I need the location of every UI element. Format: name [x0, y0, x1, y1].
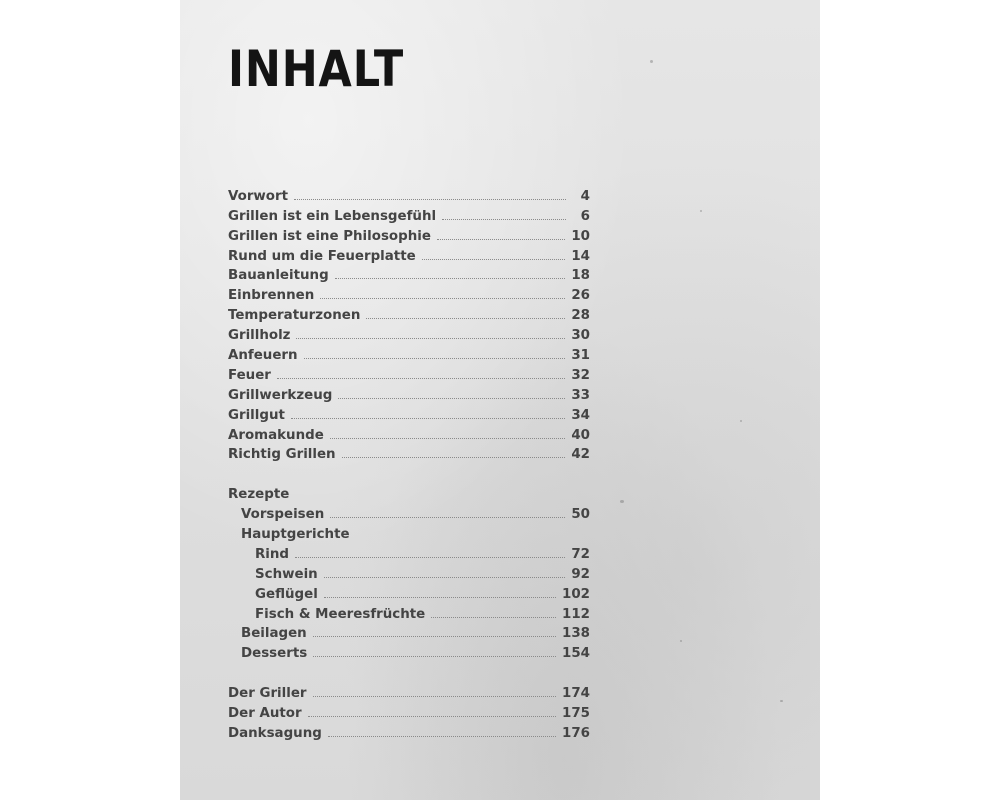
toc-label: Anfeuern: [228, 348, 298, 364]
toc-label: Hauptgerichte: [241, 527, 350, 543]
toc-page-number: 176: [562, 725, 590, 741]
toc-entry: [228, 502, 590, 522]
toc-page-number: 4: [580, 188, 590, 204]
toc-label: Grillen ist ein Lebensgefühl: [228, 208, 437, 224]
toc-label: Bauanleitung: [228, 268, 329, 284]
texture-speck: [680, 640, 682, 642]
book-page: [180, 0, 820, 800]
toc-label: Vorwort: [228, 188, 289, 204]
page-title: INHALT: [228, 40, 405, 98]
toc-entry-vorwort: [228, 184, 590, 204]
toc-label: Der Griller: [228, 686, 307, 702]
dot-leader: [330, 438, 566, 439]
toc-page-number: 138: [562, 626, 590, 642]
toc-page-number: 28: [571, 308, 590, 324]
toc-page-number: 32: [571, 367, 590, 383]
table-of-contents: [228, 184, 590, 741]
dot-leader: [296, 338, 565, 339]
texture-speck: [650, 60, 653, 63]
spacer: [228, 661, 590, 681]
toc-entry: [228, 363, 590, 383]
dot-leader: [294, 199, 566, 200]
toc-section-heading: [228, 482, 590, 502]
toc-page-number: 42: [571, 447, 590, 463]
dot-leader: [328, 736, 556, 737]
texture-speck: [700, 210, 702, 212]
dot-leader: [422, 259, 566, 260]
dot-leader: [366, 318, 565, 319]
dot-leader: [308, 716, 556, 717]
toc-label: Aromakunde: [228, 427, 324, 443]
texture-speck: [740, 420, 742, 422]
dot-leader: [324, 577, 566, 578]
toc-page-number: 34: [571, 407, 590, 423]
toc-entry: [228, 443, 590, 463]
toc-page-number: 102: [562, 586, 590, 602]
toc-page-number: 10: [571, 228, 590, 244]
toc-label: Rezepte: [228, 487, 290, 503]
toc-entry: [228, 403, 590, 423]
dot-leader: [437, 239, 565, 240]
dot-leader: [335, 278, 566, 279]
toc-page-number: 18: [571, 268, 590, 284]
toc-entry: [228, 244, 590, 264]
toc-label: Danksagung: [228, 725, 322, 741]
spacer: [228, 462, 590, 482]
toc-page-number: 50: [571, 507, 590, 523]
dot-leader: [304, 358, 566, 359]
toc-label: Grillgut: [228, 407, 285, 423]
toc-page-number: 31: [571, 348, 590, 364]
texture-speck: [620, 500, 624, 503]
toc-entry: [228, 383, 590, 403]
toc-label: Desserts: [241, 646, 308, 662]
toc-label: Temperaturzonen: [228, 308, 361, 324]
dot-leader: [277, 378, 565, 379]
toc-entry: [228, 701, 590, 721]
toc-page-number: 30: [571, 328, 590, 344]
dot-leader: [442, 219, 566, 220]
toc-label: Vorspeisen: [241, 507, 325, 523]
toc-label: Schwein: [255, 566, 318, 582]
toc-entry: [228, 562, 590, 582]
toc-entry: [228, 283, 590, 303]
toc-label: Rund um die Feuerplatte: [228, 248, 416, 264]
dot-leader: [291, 418, 565, 419]
toc-entry: [228, 622, 590, 642]
toc-page-number: 14: [571, 248, 590, 264]
toc-entry: [228, 323, 590, 343]
toc-page-number: 112: [562, 606, 590, 622]
dot-leader: [320, 298, 565, 299]
toc-page-number: 40: [571, 427, 590, 443]
toc-entry: [228, 204, 590, 224]
toc-page-number: 174: [562, 686, 590, 702]
toc-page-number: 6: [580, 208, 590, 224]
dot-leader: [330, 517, 565, 518]
toc-subsection-heading: [228, 522, 590, 542]
toc-entry: [228, 343, 590, 363]
toc-label: Grillwerkzeug: [228, 387, 333, 403]
toc-label: Beilagen: [241, 626, 307, 642]
toc-label: Feuer: [228, 367, 271, 383]
toc-entry: [228, 602, 590, 622]
dot-leader: [338, 398, 565, 399]
toc-page-number: 175: [562, 706, 590, 722]
toc-entry: [228, 641, 590, 661]
toc-label: Der Autor: [228, 706, 302, 722]
toc-label: Grillholz: [228, 328, 291, 344]
toc-entry: [228, 303, 590, 323]
toc-label: Richtig Grillen: [228, 447, 336, 463]
toc-entry: [228, 681, 590, 701]
dot-leader: [313, 656, 556, 657]
toc-entry: [228, 582, 590, 602]
toc-label: Einbrennen: [228, 288, 315, 304]
dot-leader: [431, 617, 556, 618]
dot-leader: [313, 696, 557, 697]
toc-page-number: 72: [571, 546, 590, 562]
toc-page-number: 154: [562, 646, 590, 662]
toc-entry: [228, 721, 590, 741]
dot-leader: [295, 557, 565, 558]
dot-leader: [313, 636, 556, 637]
toc-entry: [228, 264, 590, 284]
toc-label: Grillen ist eine Philosophie: [228, 228, 431, 244]
toc-page-number: 33: [571, 387, 590, 403]
toc-label: Geflügel: [255, 586, 318, 602]
toc-page-number: 26: [571, 288, 590, 304]
toc-label: Fisch & Meeresfrüchte: [255, 606, 426, 622]
texture-speck: [780, 700, 783, 702]
toc-entry: [228, 542, 590, 562]
toc-page-number: 92: [571, 566, 590, 582]
dot-leader: [324, 597, 556, 598]
toc-entry: [228, 224, 590, 244]
toc-entry: [228, 423, 590, 443]
toc-label: Rind: [255, 546, 290, 562]
dot-leader: [342, 457, 566, 458]
